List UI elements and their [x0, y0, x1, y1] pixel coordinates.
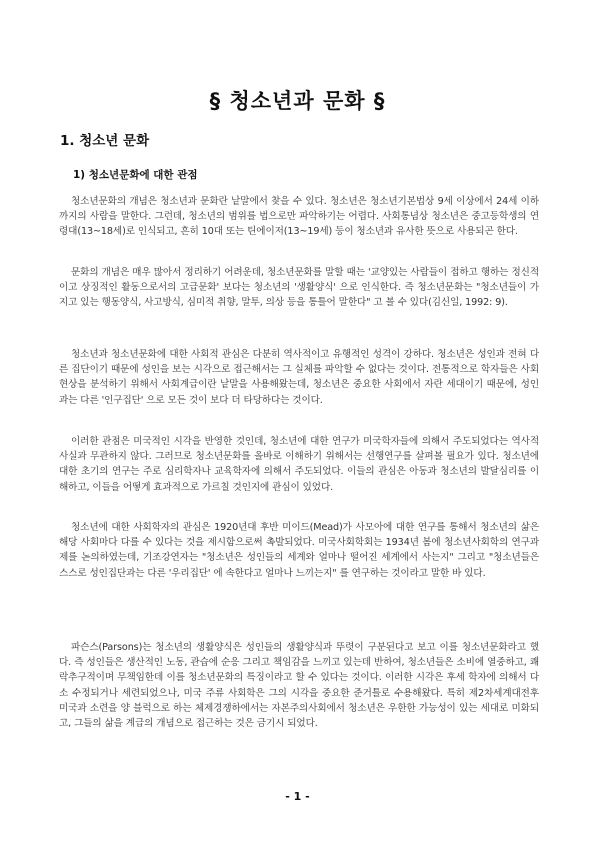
paragraph: 청소년에 대한 사회학자의 관심은 1920년대 후반 미이드(Mead)가 사모아에 대한 연구를 통해서 청소년의 삶은 해당 사회마다 다를 수 있다는 것을 제시함으로써 촉발되었다. 미국사회학회는 1934년 봄에 청소년사회학의 연구과제를 논의하였는데, 기조강연자는 "청소년은 성인들의 세계와 얼마나 떨어진 세계에서 사는지" 그리고 "청소년들은 스스로 성인집단과는 다른 '우리집단' 에 속한다고 얼마나 느끼는지" 를 연구하는 것이라고 말한 바 있다.: [59, 522, 539, 579]
section-heading: 1. 청소년 문화: [60, 133, 150, 149]
subsection-heading: 1) 청소년문화에 대한 관점: [73, 169, 198, 181]
paragraph: 청소년과 청소년문화에 대한 사회적 관심은 다분히 역사적이고 유행적인 성격이 강하다. 청소년은 성인과 전혀 다른 집단이기 때문에 성인을 보는 시각으로 접근해서는 그 실체를 파악할 수 없다는 것이다. 전통적으로 학자들은 사회현상을 분석하기 위해서 사회계급이란 낱말을 사용해왔는데, 청소년은 중요한 사회에서 자란 세대이기 때문에, 성인과는 다른 '인구집단' 으로 모든 것이 보다 더 타당하다는 것이다.: [59, 349, 539, 406]
paragraph: 파슨스(Parsons)는 청소년의 생활양식은 성인들의 생활양식과 뚜렷이 구분된다고 보고 이를 청소년문화라고 했다. 즉 성인들은 생산적인 노동, 관습에 순응 그리고 책임감을 느끼고 있는데 반하여, 청소년들은 소비에 열중하고, 쾌락추구적이며 무책임한데 이를 청소년문화의 특징이라고 할 수 있다는 것이다. 이러한 시각은 후세 학자에 의해서 다소 수정되거나 세련되었으나, 미국 주류 사회학은 그의 시각을 중요한 준거틀로 수용해왔다. 특히 제2차세계대전후 미국과 소련을 양 블럭으로 하는 체제경쟁하에서는 자본주의사회에서 청소년은 우한한 가능성이 있는 세대로 미화되고, 그들의 삶을 계급의 개념으로 접근하는 것은 금기시 되었다.: [59, 642, 539, 730]
document-title: § 청소년과 문화 §: [209, 89, 386, 113]
paragraph: 청소년문화의 개념은 청소년과 문화란 낱말에서 찾을 수 있다. 청소년은 청소년기본법상 9세 이상에서 24세 이하까지의 사람을 말한다. 그런데, 청소년의 범위를 법으로만 파악하기는 어렵다. 사회통념상 청소년은 중고등학생의 연령대(13~18세)로 인식되고, 흔히 10대 또는 틴에이저(13~19세) 등이 청소년과 유사한 뜻으로 사용되곤 한다.: [59, 196, 539, 238]
paragraph: 이러한 관점은 미국적인 시각을 반영한 것인데, 청소년에 대한 연구가 미국학자들에 의해서 주도되었다는 역사적 사실과 무관하지 않다. 그러므로 청소년문화를 올바로 이해하기 위해서는 선행연구를 살펴볼 필요가 있다. 청소년에 대한 초기의 연구는 주로 심리학자나 교육학자에 의해서 주도되었다. 이들의 관심은 아동과 청소년의 발달심리를 이해하고, 이들을 어떻게 효과적으로 가르칠 것인지에 관심이 있었다.: [59, 436, 539, 493]
page-number: - 1 -: [285, 790, 310, 803]
paragraph: 문화의 개념은 매우 많아서 정리하기 어려운데, 청소년문화를 말할 때는 '교양있는 사람들이 접하고 행하는 정신적이고 상징적인 활동으로서의 고급문화' 보다는 청소년의 '생활양식' 으로 인식한다. 즉 청소년문화는 "청소년들이 가지고 있는 행동양식, 사고방식, 심미적 취향, 말투, 의상 등을 통틀어 말한다" 고 볼 수 있다(김신일, 1992: 9).: [59, 267, 539, 309]
